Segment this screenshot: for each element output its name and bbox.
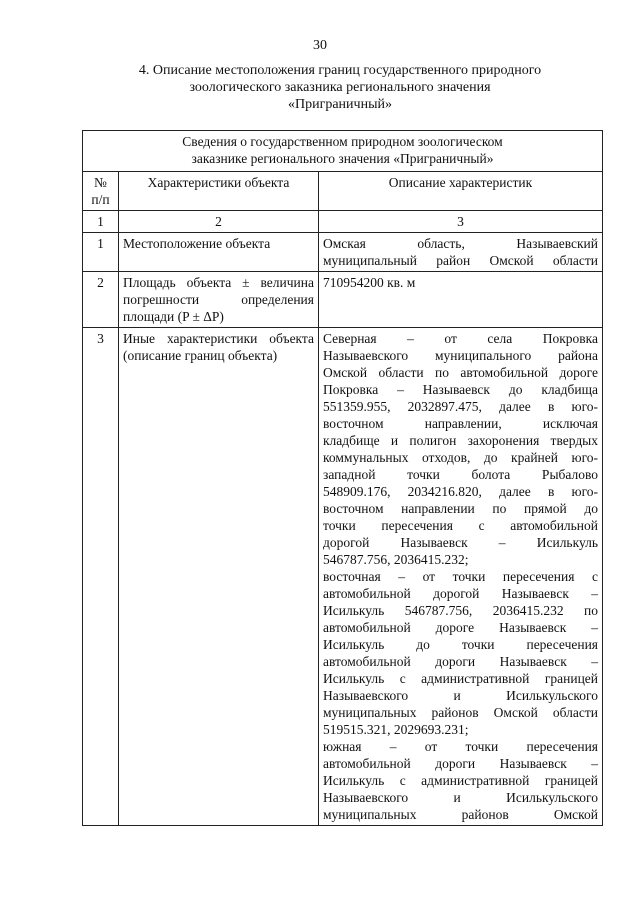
description-line: Называевского муниципального района [323,348,599,363]
description-line: западной точки болота Рыбалово [323,467,599,482]
header-description: Описание характеристик [319,172,603,211]
table-caption-line-2: заказнике регионального значения «Приграничный» [191,151,494,166]
section-heading [80,62,600,113]
heading-line-2: зоологического заказника регионального значения [189,80,491,95]
description-line: 519515.321, 2029693.231; [323,722,469,737]
description-line: Исилькуль с административной границей [323,773,599,788]
description-line: автомобильной дороги Называевск – [323,654,599,669]
table-row [83,272,603,328]
description-line: муниципальных районов Омской области [323,705,599,720]
table-row [83,233,603,272]
description-line: автомобильной дороге Называевск – [323,620,599,635]
description-line: 551359.955, 2032897.475, далее в юго- [323,399,599,414]
row-description [319,328,603,826]
description-line: восточная – от точки пересечения с [323,569,599,584]
row-number: 1 [83,233,119,272]
page-number: 30 [313,38,327,53]
description-line: Северная – от села Покровка [323,331,599,346]
row-number: 2 [83,272,119,328]
row-number: 3 [83,328,119,826]
description-line: восточном направлении, исключая [323,416,599,431]
description-line: 710954200 кв. м [323,275,416,290]
description-line: муниципальных районов Омской [323,807,599,822]
column-number-1: 1 [83,211,119,233]
description-line: дорогой Называевск – Исилькуль [323,535,599,550]
table-caption-line-1: Сведения о государственном природном зоологическом [182,134,503,149]
row-characteristic: Площадь объекта ± величина погрешности определения площади (P ± ΔP) [119,272,319,328]
description-line: Исилькуль 546787.756, 2036415.232 по [323,603,599,618]
description-line: автомобильной дорогой Называевск – [323,586,599,601]
description-line: точки пересечения с автомобильной [323,518,599,533]
header-characteristics: Характеристики объекта [119,172,319,211]
column-number-2: 2 [119,211,319,233]
heading-line-1: 4. Описание местоположения границ государственного природного [138,63,542,78]
description-line: восточном направлении по прямой до [323,501,599,516]
description-line: южная – от точки пересечения [323,739,599,754]
description-line: автомобильной дороги Называевск – [323,756,599,771]
column-number-3: 3 [319,211,603,233]
table-row [83,328,603,826]
header-num: № п/п [83,172,119,211]
description-line: 546787.756, 2036415.232; [323,552,469,567]
heading-line-3: «Приграничный» [288,97,392,112]
row-characteristic: Иные характеристики объекта (описание границ объекта) [119,328,319,826]
description-line: кладбище и полигон захоронения твердых [323,433,599,448]
row-description [319,272,603,328]
description-line: Исилькуль до точки пересечения [323,637,599,652]
table-caption [83,131,603,172]
description-line: Омской области по автомобильной дороге [323,365,599,380]
description-line: 548909.176, 2034216.820, далее в юго- [323,484,599,499]
reserve-info-table [82,130,603,826]
description-line: Называевского и Исилькульского [323,790,599,805]
description-line: Омская область, Называевский [323,236,599,251]
description-line: муниципальный район Омской области [323,253,599,268]
row-characteristic: Местоположение объекта [119,233,319,272]
description-line: Называевского и Исилькульского [323,688,599,703]
description-line: Покровка – Называевск до кладбища [323,382,599,397]
row-description [319,233,603,272]
description-line: коммунальных отходов, до крайней юго- [323,450,599,465]
description-line: Исилькуль с административной границей [323,671,599,686]
